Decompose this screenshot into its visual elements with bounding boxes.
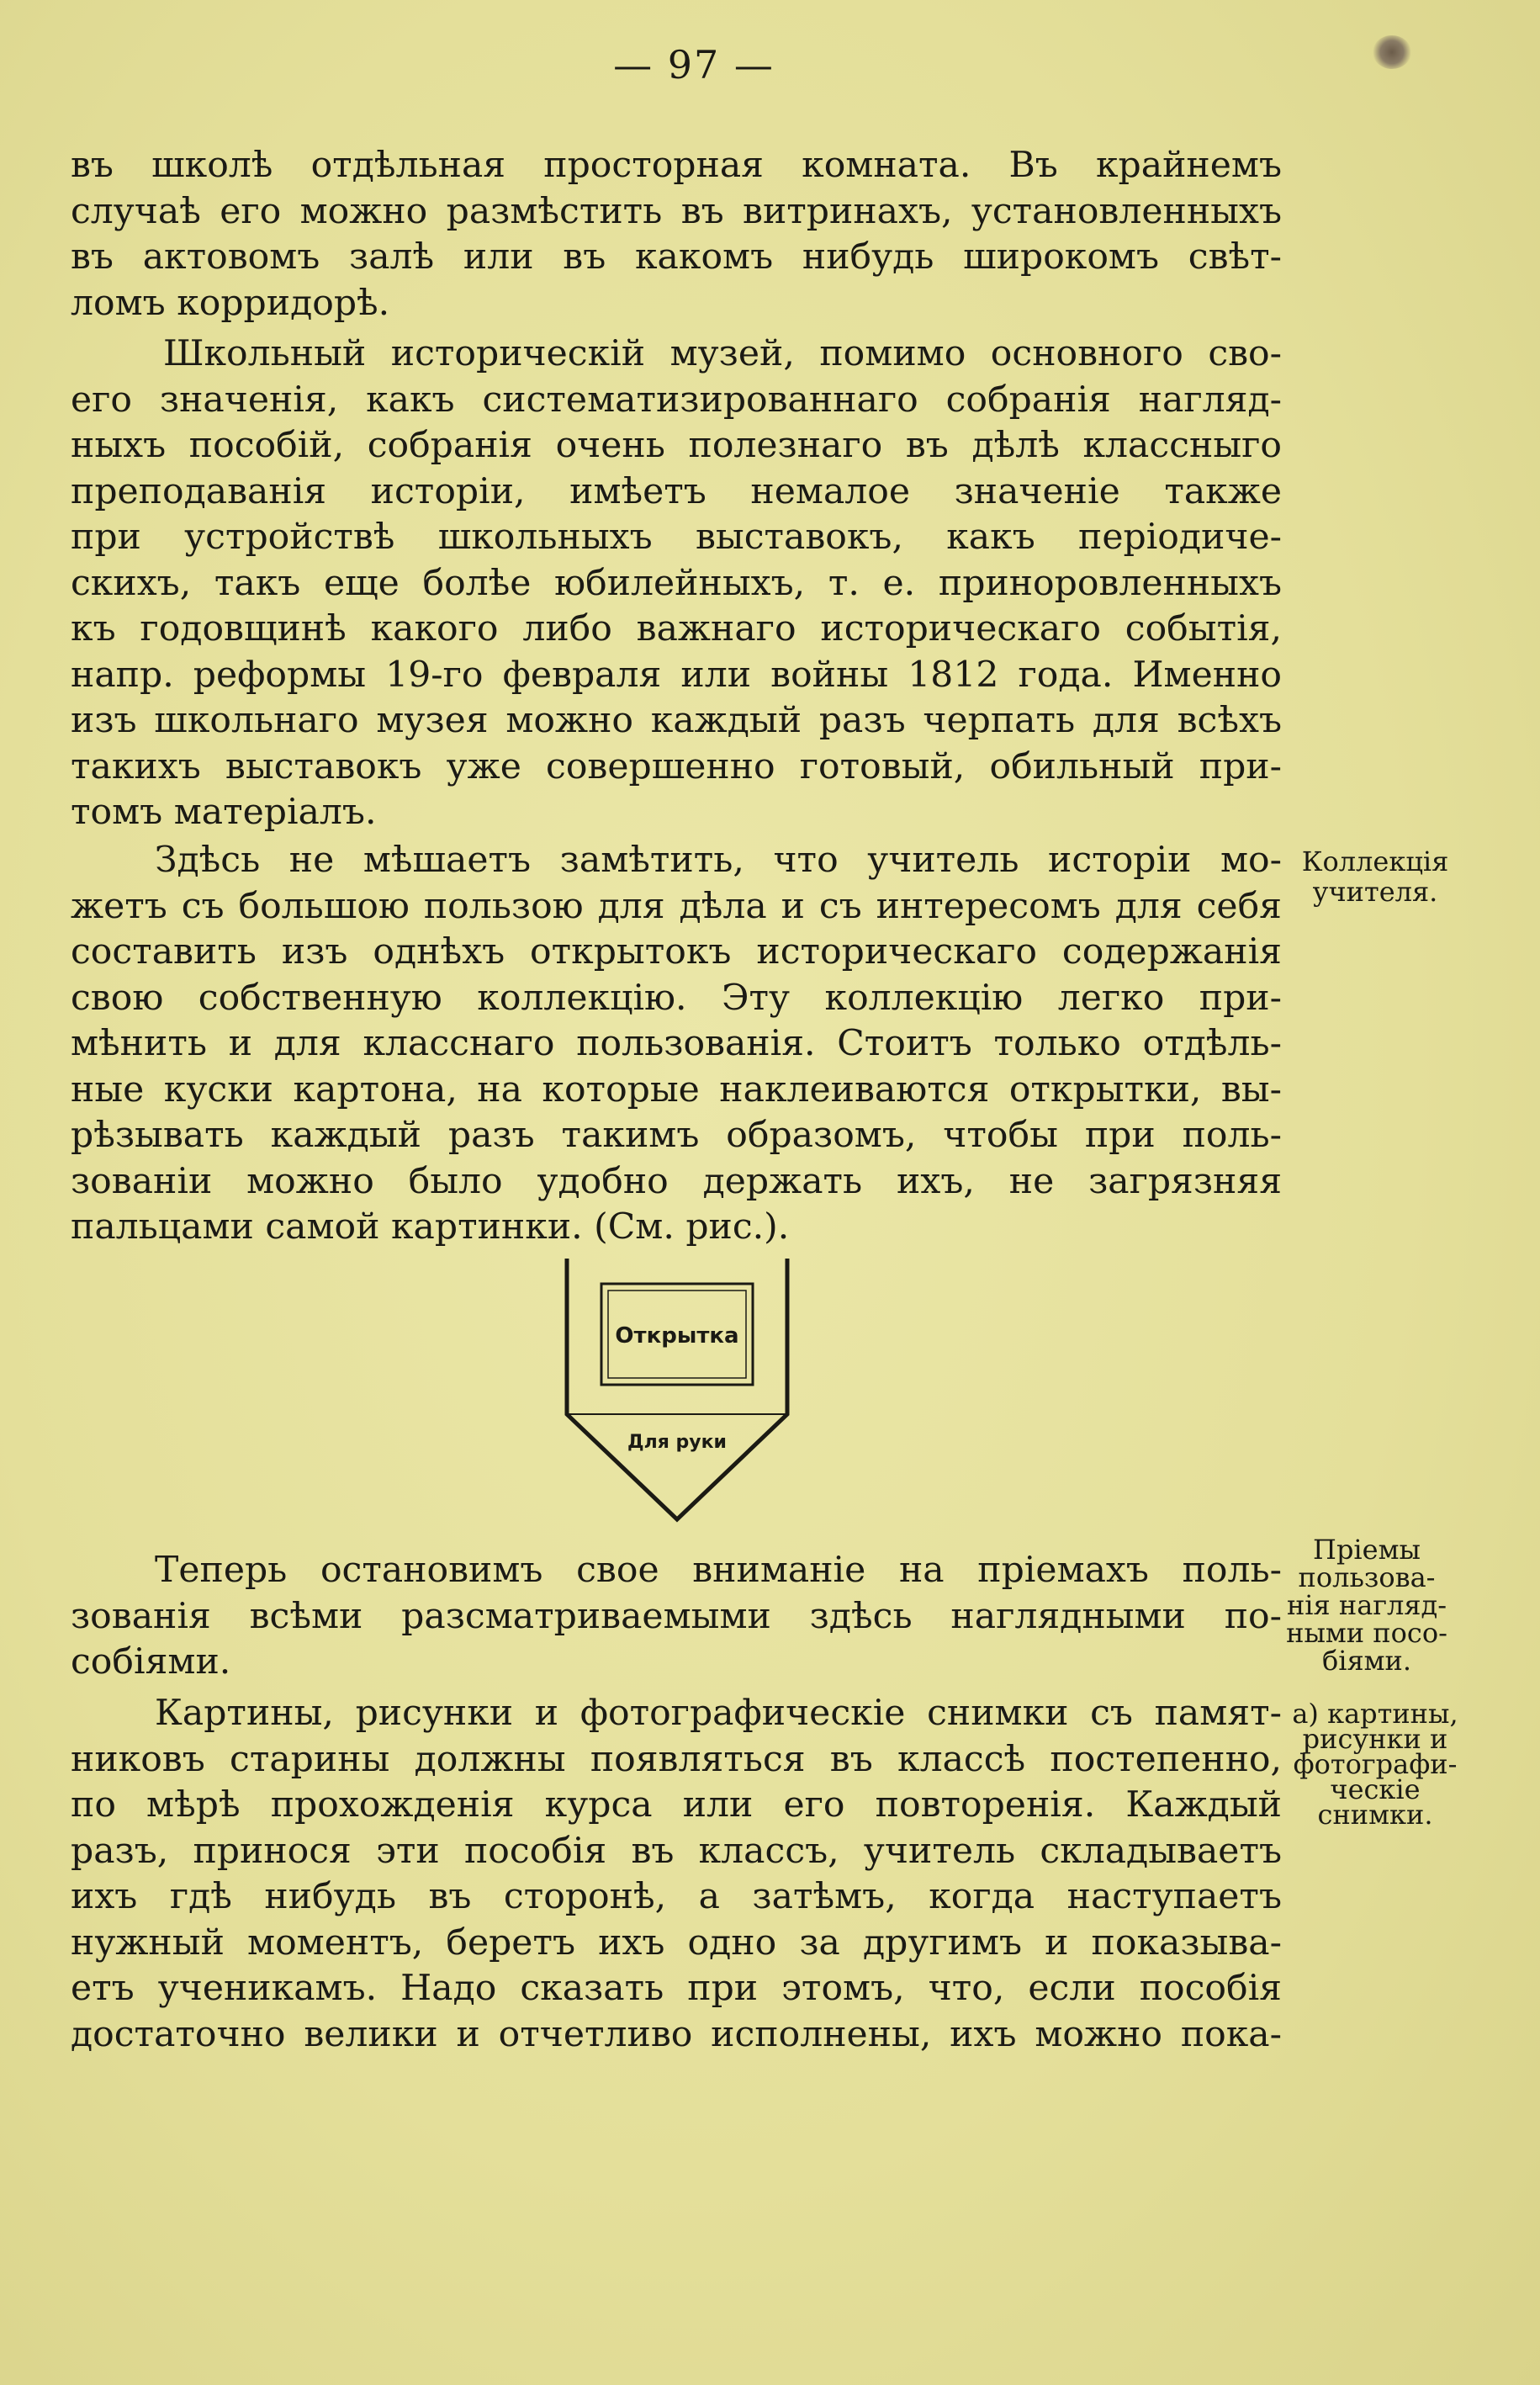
paragraph-continuation: [71, 143, 1282, 326]
paragraph-museum: [71, 331, 1282, 836]
margin-note-collection: [1278, 846, 1472, 907]
postcard-mount-figure: [564, 1259, 791, 1528]
text-line: его значенія, какъ систематизированнаго собранія нагляд-: [71, 379, 1282, 421]
text-line: рѣзывать каждый разъ такимъ образомъ, чтобы при поль-: [71, 1115, 1282, 1156]
margin-note-line: снимки.: [1317, 1799, 1433, 1831]
text-line: въ школѣ отдѣльная просторная комната. Въ крайнемъ: [71, 145, 1282, 186]
text-line: никовъ старины должны появляться въ классѣ постепенно,: [71, 1738, 1282, 1780]
text-line: изъ школьнаго музея можно каждый разъ черпать для всѣхъ: [71, 700, 1282, 741]
text-line: къ годовщинѣ какого либо важнаго историческаго событія,: [71, 608, 1282, 649]
text-line: пальцами самой картинки. (См. рис.).: [71, 1206, 790, 1248]
postcard-label: Открытка: [615, 1323, 739, 1349]
paragraph-methods: [71, 1548, 1282, 1686]
text-line: преподаванія исторіи, имѣетъ немалое значеніе также: [71, 470, 1282, 512]
text-line: такихъ выставокъ уже совершенно готовый, обильный при-: [71, 745, 1282, 787]
text-line: ные куски картона, на которые наклеиваются открытки, вы-: [71, 1068, 1282, 1110]
page-number: — 97 —: [613, 42, 775, 87]
text-line: ломъ корридорѣ.: [71, 282, 390, 324]
margin-note-line: учителя.: [1312, 876, 1438, 908]
text-line: жетъ съ большою пользою для дѣла и съ интересомъ для себя: [71, 885, 1282, 927]
margin-note-methods: [1270, 1536, 1463, 1675]
text-line: томъ матеріалъ.: [71, 792, 377, 833]
text-line: зованіи можно было удобно держать ихъ, не загрязняя: [71, 1160, 1282, 1202]
text-line: достаточно велики и отчетливо исполнены, ихъ можно пока-: [71, 2013, 1282, 2055]
text-line: нужный моментъ, беретъ ихъ одно за другимъ и показыва-: [71, 1921, 1282, 1964]
text-line: Здѣсь не мѣшаетъ замѣтить, что учитель исторіи мо-: [155, 840, 1282, 881]
margin-note-line: ческіе: [1330, 1773, 1421, 1805]
text-line: Теперь остановимъ свое вниманіе на пріемахъ поль-: [155, 1550, 1282, 1591]
text-line: по мѣрѣ прохожденія курса или его повторенія. Каждый: [71, 1784, 1282, 1826]
text-line: собіями.: [71, 1641, 231, 1683]
text-line: свою собственную коллекцію. Эту коллекцію легко при-: [71, 977, 1282, 1019]
text-line: етъ ученикамъ. Надо сказать при этомъ, что, если пособія: [71, 1968, 1282, 2009]
margin-note-line: пользова-: [1298, 1561, 1436, 1593]
margin-note-line: ными посо-: [1286, 1617, 1447, 1649]
text-line: ихъ гдѣ нибудь въ сторонѣ, а затѣмъ, когда наступаетъ: [71, 1876, 1282, 1917]
text-line: Картины, рисунки и фотографическіе снимки съ памят-: [155, 1693, 1282, 1734]
margin-note-line: нія нагляд-: [1286, 1589, 1447, 1621]
text-line: мѣнить и для класснаго пользованія. Стоитъ только отдѣль-: [71, 1023, 1282, 1064]
text-line: Школьный историческій музей, помимо основного сво-: [163, 333, 1282, 374]
margin-note-line: біями.: [1321, 1645, 1412, 1677]
postcard-mount-diagram: [564, 1259, 791, 1528]
paragraph-collection: [71, 838, 1282, 1251]
text-line: напр. реформы 19-го февраля или войны 1812 года. Именно: [71, 654, 1282, 696]
text-line: въ актовомъ залѣ или въ какомъ нибудь широкомъ свѣт-: [71, 236, 1282, 278]
margin-note-line: а) картины,: [1292, 1698, 1458, 1730]
margin-note-line: рисунки и: [1302, 1723, 1448, 1755]
text-line: составить изъ однѣхъ открытокъ историческаго содержанія: [71, 931, 1282, 973]
text-line: ныхъ пособій, собранія очень полезнаго въ дѣлѣ классныго: [71, 425, 1282, 466]
paragraph-pictures: [71, 1691, 1282, 2058]
margin-note-pictures: [1270, 1698, 1480, 1831]
grip-label: Для руки: [627, 1432, 727, 1453]
margin-note-line: фотографи-: [1293, 1748, 1458, 1780]
margin-note-line: Пріемы: [1313, 1534, 1421, 1566]
margin-note-line: Коллекція: [1301, 845, 1449, 877]
text-line: разъ, принося эти пособія въ классъ, учитель складываетъ: [71, 1830, 1282, 1872]
text-line: зованія всѣми разсматриваемыми здѣсь наглядными по-: [71, 1595, 1282, 1637]
text-line: скихъ, такъ еще болѣе юбилейныхъ, т. е. приноровленныхъ: [71, 562, 1282, 604]
text-line: случаѣ его можно размѣстить въ витринахъ, установленныхъ: [71, 190, 1282, 232]
text-line: при устройствѣ школьныхъ выставокъ, какъ періодиче-: [71, 517, 1282, 558]
